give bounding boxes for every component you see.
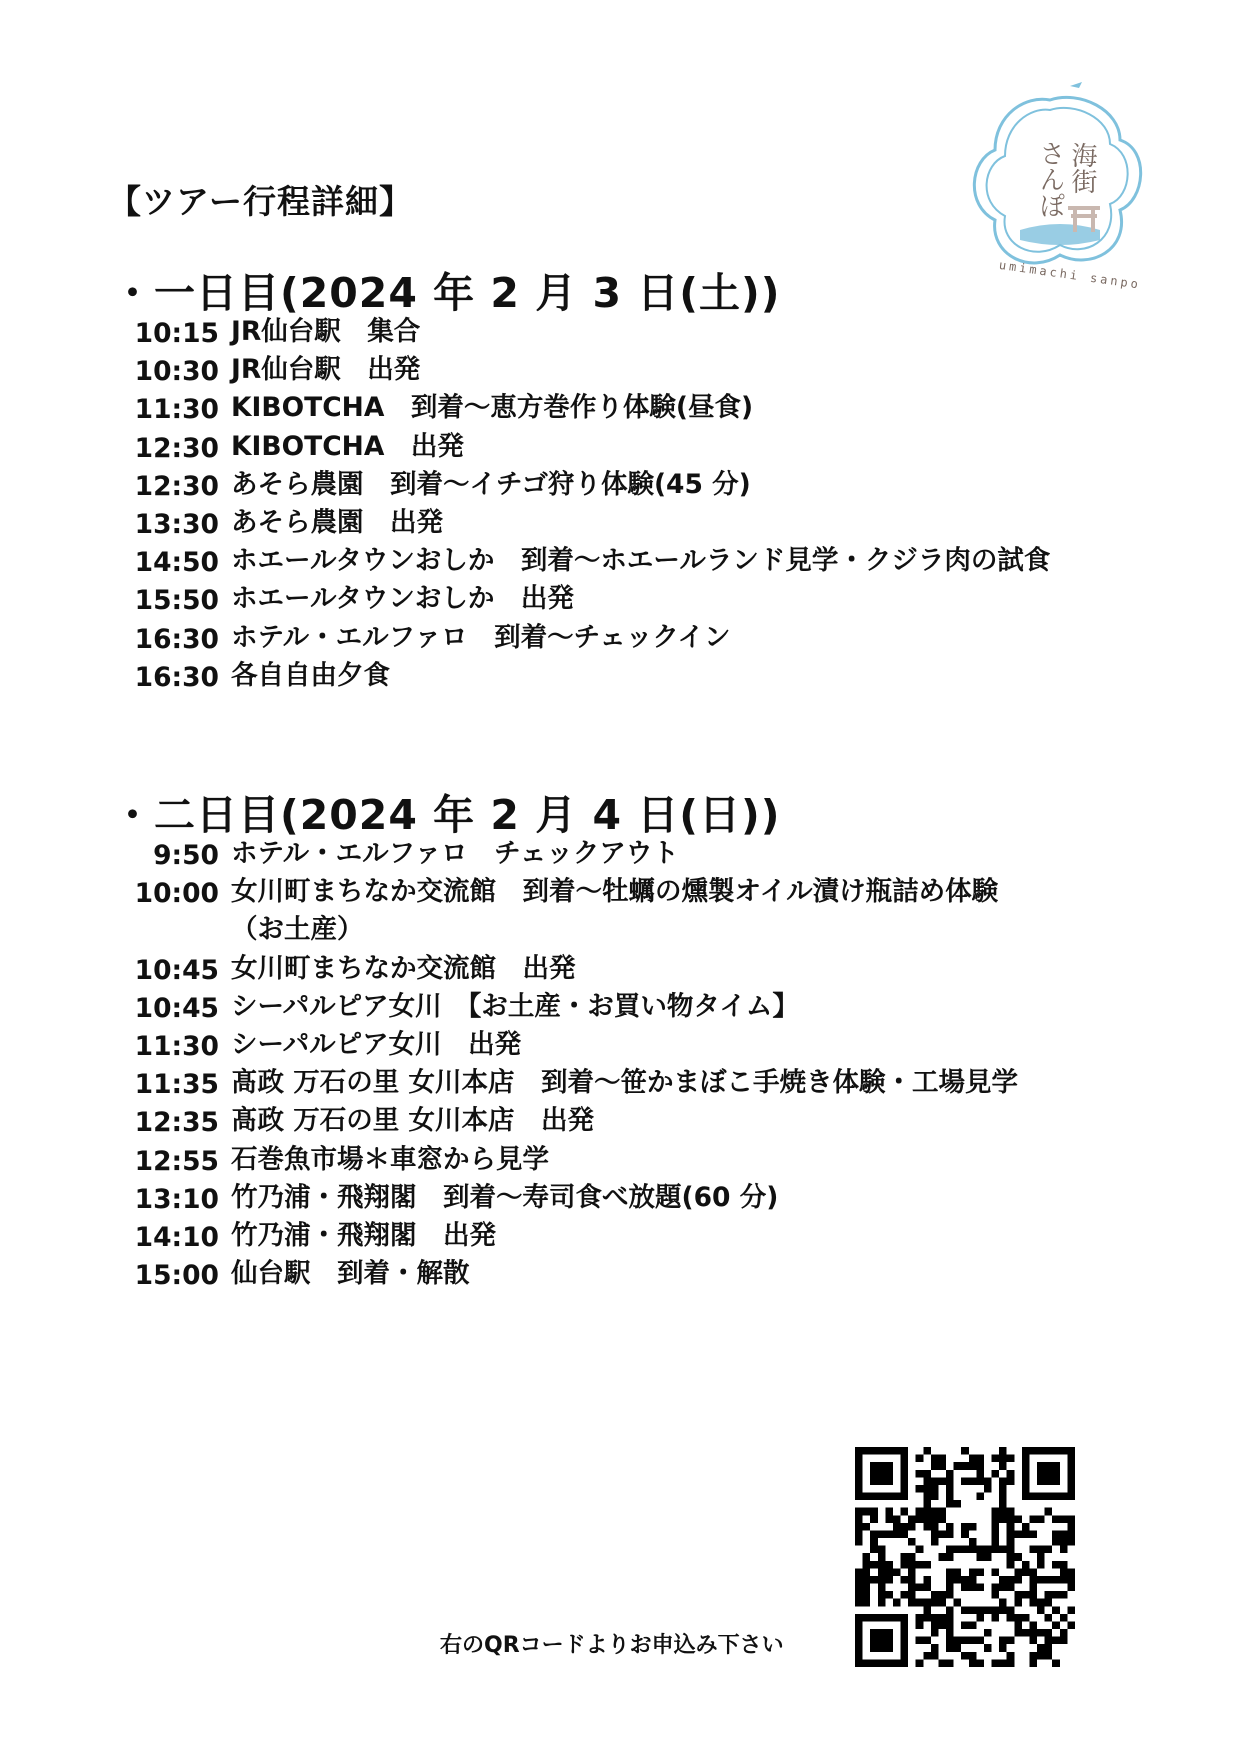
description: 女川町まちなか交流館 出発 xyxy=(231,952,576,984)
description: ホエールタウンおしか 到着～ホエールランド見学・クジラ肉の試食 xyxy=(231,545,1051,577)
time: 15:00 xyxy=(134,1260,219,1292)
description: 女川町まちなか交流館 到着～牡蠣の燻製オイル漬け瓶詰め体験 （お土産） xyxy=(231,876,999,946)
time: 12:30 xyxy=(134,432,219,464)
day1-heading: ・一日目(2024 年 2 月 3 日(土)) xyxy=(112,269,781,317)
time: 12:35 xyxy=(134,1107,219,1139)
description: あそら農園 出発 xyxy=(231,506,443,538)
schedule-row xyxy=(112,659,1050,700)
time: 10:30 xyxy=(134,356,219,388)
description: あそら農園 到着～イチゴ狩り体験(45 分) xyxy=(231,468,751,500)
time: 16:30 xyxy=(134,623,219,655)
description: ホテル・エルファロ チェックアウト xyxy=(231,838,679,869)
logo-title-line2: さんぽ xyxy=(1035,140,1065,218)
description: KIBOTCHA 到着～恵方巻作り体験(昼食) xyxy=(231,392,754,424)
description: 石巻魚市場＊車窓から見学 xyxy=(231,1143,549,1175)
time: 10:00 xyxy=(134,878,219,910)
day1-schedule xyxy=(112,318,1050,700)
description: ホテル・エルファロ 到着～チェックイン xyxy=(231,621,731,653)
time: 11:30 xyxy=(134,1030,219,1062)
time: 13:30 xyxy=(134,508,219,540)
time: 10:45 xyxy=(134,954,219,986)
time: 10:45 xyxy=(134,992,219,1024)
description: 仙台駅 到着・解散 xyxy=(231,1258,470,1290)
logo-title-line1: 海街 xyxy=(1067,142,1097,194)
day2-schedule xyxy=(112,840,1018,1298)
page-heading: 【ツアー行程詳細】 xyxy=(108,182,414,221)
description: KIBOTCHA 出発 xyxy=(231,430,464,462)
qr-caption: 右のQRコードよりお申込み下さい xyxy=(440,1633,784,1658)
time: 9:50 xyxy=(153,840,219,871)
time: 11:35 xyxy=(134,1069,219,1101)
qr-code-icon[interactable] xyxy=(855,1447,1075,1667)
time: 12:55 xyxy=(134,1145,219,1177)
description: JR仙台駅 出発 xyxy=(231,354,421,386)
description: 竹乃浦・飛翔閣 出発 xyxy=(231,1219,496,1251)
time: 12:30 xyxy=(134,470,219,502)
schedule-row xyxy=(112,1260,1018,1298)
time: 11:30 xyxy=(134,394,219,426)
umimachi-sanpo-logo xyxy=(950,80,1150,300)
time: 16:30 xyxy=(134,661,219,693)
description: 髙政 万石の里 女川本店 到着～笹かまぼこ手焼き体験・工場見学 xyxy=(231,1067,1018,1099)
logo-romaji: umimachi sanpo xyxy=(998,257,1142,292)
time: 14:50 xyxy=(134,547,219,579)
time: 15:50 xyxy=(134,585,219,617)
time: 13:10 xyxy=(134,1183,219,1215)
description: 各自自由夕食 xyxy=(231,659,390,691)
day2-heading: ・二日目(2024 年 2 月 4 日(日)) xyxy=(112,791,781,839)
schedule-row xyxy=(112,878,1018,954)
description: ホエールタウンおしか 出発 xyxy=(231,583,574,615)
time: 14:10 xyxy=(134,1221,219,1253)
description: 髙政 万石の里 女川本店 出発 xyxy=(231,1105,594,1137)
description: 竹乃浦・飛翔閣 到着～寿司食べ放題(60 分) xyxy=(231,1181,779,1213)
description: シーパルピア女川 出発 xyxy=(231,1028,522,1060)
time: 10:15 xyxy=(134,318,219,349)
description: JR仙台駅 集合 xyxy=(231,316,421,347)
description: シーパルピア女川 【お土産・お買い物タイム】 xyxy=(231,990,799,1022)
